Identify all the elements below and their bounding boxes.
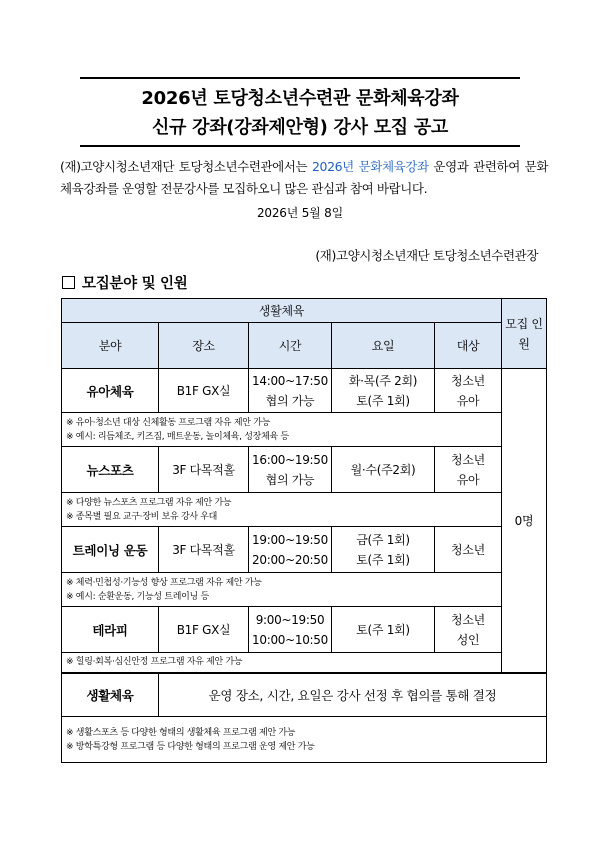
field-cell: 뉴스포츠 (62, 447, 159, 493)
note-row (62, 573, 547, 607)
intro-text-2: 운영과 관련하여 문화체육강좌를 운영할 전문강사를 모집하오니 많은 관심과 참여 바랍니다. (60, 159, 549, 196)
place-cell: 3F 다목적홀 (159, 447, 249, 493)
note-cell: ※ 다양한 뉴스포츠 프로그램 자유 제안 가능 ※ 종목별 필요 교구·장비 보유 강사 우대 (62, 493, 502, 527)
note-cell: ※ 힐링·회복·심신안정 프로그램 자유 제안 가능 (62, 653, 502, 673)
recruit-table (61, 298, 547, 763)
header-place: 장소 (159, 323, 249, 369)
note-row (62, 493, 547, 527)
header-target: 대상 (435, 323, 502, 369)
field-cell: 테라피 (62, 607, 159, 653)
section-title: 모집분야 및 인원 (82, 276, 188, 292)
checkbox-square-icon (62, 276, 75, 289)
table-row (62, 607, 547, 653)
intro-text-1: (재)고양시청소년재단 토당청소년수련관에서는 (60, 159, 312, 174)
target-cell: 청소년 (435, 527, 502, 573)
general-field-cell: 생활체육 (62, 673, 159, 717)
table-row (62, 447, 547, 493)
field-cell: 트레이닝 운동 (62, 527, 159, 573)
signer: (재)고양시청소년재단 토당청소년수련관장 (315, 248, 538, 263)
day-cell: 금(주 1회) 토(주 1회) (332, 527, 435, 573)
place-cell: B1F GX실 (159, 607, 249, 653)
target-cell: 청소년 성인 (435, 607, 502, 653)
day-cell: 월·수(주2회) (332, 447, 435, 493)
table-row (62, 673, 547, 717)
intro-paragraph (60, 156, 548, 200)
time-cell: 14:00~17:50 협의 가능 (249, 369, 332, 413)
intro-highlight: 2026년 문화체육강좌 (311, 159, 429, 174)
time-cell: 19:00~19:50 20:00~20:50 (249, 527, 332, 573)
header-field: 분야 (62, 323, 159, 369)
section-heading (62, 272, 187, 293)
note-row (62, 653, 547, 673)
place-cell: B1F GX실 (159, 369, 249, 413)
table-row (62, 527, 547, 573)
header-day: 요일 (332, 323, 435, 369)
time-cell: 9:00~19:50 10:00~10:50 (249, 607, 332, 653)
day-cell: 토(주 1회) (332, 607, 435, 653)
title-box (80, 77, 520, 147)
general-note-cell: ※ 생활스포츠 등 다양한 형태의 생활체육 프로그램 제안 가능 ※ 방학특강형 프로그램 등 다양한 형태의 프로그램 운영 제안 가능 (62, 717, 547, 763)
recruit-count-cell: 0명 (502, 369, 547, 673)
note-row (62, 717, 547, 763)
field-cell: 유아체육 (62, 369, 159, 413)
note-row (62, 413, 547, 447)
table-row (62, 369, 547, 413)
title-line-2: 신규 강좌(강좌제안형) 강사 모집 공고 (151, 117, 449, 138)
place-cell: 3F 다목적홀 (159, 527, 249, 573)
day-cell: 화·목(주 2회) 토(주 1회) (332, 369, 435, 413)
title-line-1: 2026년 토당청소년수련관 문화체육강좌 (141, 88, 459, 109)
general-text-cell: 운영 장소, 시간, 요일은 강사 선정 후 협의를 통해 결정 (159, 673, 547, 717)
group-header: 생활체육 (62, 299, 502, 323)
target-cell: 청소년 유아 (435, 447, 502, 493)
note-cell: ※ 유아·청소년 대상 신체활동 프로그램 자유 제안 가능 ※ 예시: 리듬체조, 키즈짐, 매트운동, 놀이체육, 성장체육 등 (62, 413, 502, 447)
note-cell: ※ 체력·민첩성·기능성 향상 프로그램 자유 제안 가능 ※ 예시: 순환운동, 기능성 트레이닝 등 (62, 573, 502, 607)
announce-date: 2026년 5월 8일 (256, 206, 343, 220)
target-cell: 청소년 유아 (435, 369, 502, 413)
header-recruit: 모집 인원 (502, 299, 547, 369)
header-time: 시간 (249, 323, 332, 369)
time-cell: 16:00~19:50 협의 가능 (249, 447, 332, 493)
